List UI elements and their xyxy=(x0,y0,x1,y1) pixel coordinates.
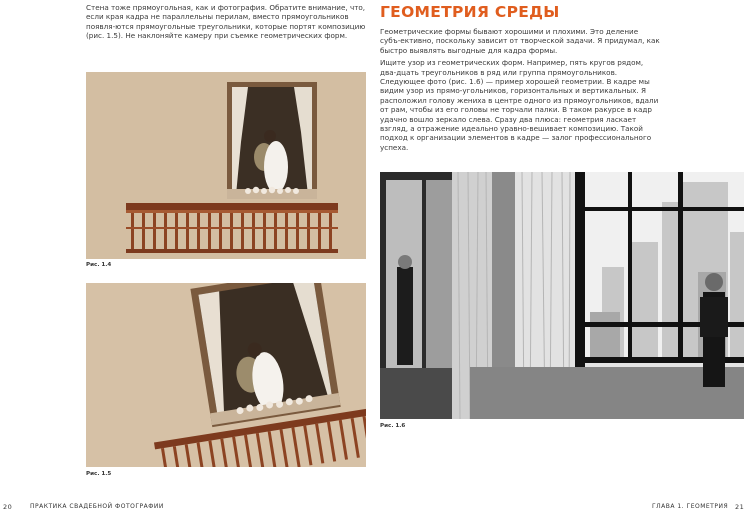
right-paragraph-1: Геометрические формы бывают хорошими и плохими. Это деление субъ-ективно, поскольку зависит от творческой задачи. Я придумал, как быстро выявлять выгодные для кадра формы. xyxy=(380,27,660,55)
right-page-number: 21 xyxy=(735,503,745,511)
figure-1-5-caption: Рис. 1.5 xyxy=(86,471,112,477)
left-intro-text: Стена тоже прямоугольная, как и фотография. Обратите внимание, что, если края кадра не параллельны перилам, вместо прямоугольников появля-ются прямоугольные треугольники, которые портят композицию (рис. 1.5). Не наклоняйте камеру при съемке геометрических форм. xyxy=(86,3,366,41)
figure-1-5-photo xyxy=(86,283,366,467)
section-heading: ГЕОМЕТРИЯ СРЕДЫ xyxy=(380,3,560,21)
figure-1-6-caption: Рис. 1.6 xyxy=(380,423,406,429)
right-text-block xyxy=(380,27,660,155)
left-running-head: ПРАКТИКА СВАДЕБНОЙ ФОТОГРАФИИ xyxy=(30,503,164,510)
figure-1-4-photo xyxy=(86,72,366,259)
right-paragraph-2: Ищите узор из геометрических форм. Например, пять кругов рядом, два-дцать треугольников в ряд или группа прямоугольников. Следующее фото (рис. 1.6) — пример хорошей геометрии. В кадре мы видим узор из прямо-угольников, горизонтальных и вертикальных. Я расположил голову жениха в центре одного из прямоугольников, вдали от рам, чтобы из его головы не торчали палки. В таком ракурсе в кадр удачно вошло зеркало слева. Сразу два плюса: геометрия ласкает взгляд, а отражение идеально уравно-вешивает композицию. Такой подход к организации элементов в кадре — залог профессионального успеха. xyxy=(380,58,659,152)
figure-1-6-photo xyxy=(380,172,744,419)
figure-1-4-caption: Рис. 1.4 xyxy=(86,262,112,268)
right-running-head: ГЛАВА 1. ГЕОМЕТРИЯ xyxy=(652,503,729,510)
left-page-number: 20 xyxy=(3,503,13,511)
